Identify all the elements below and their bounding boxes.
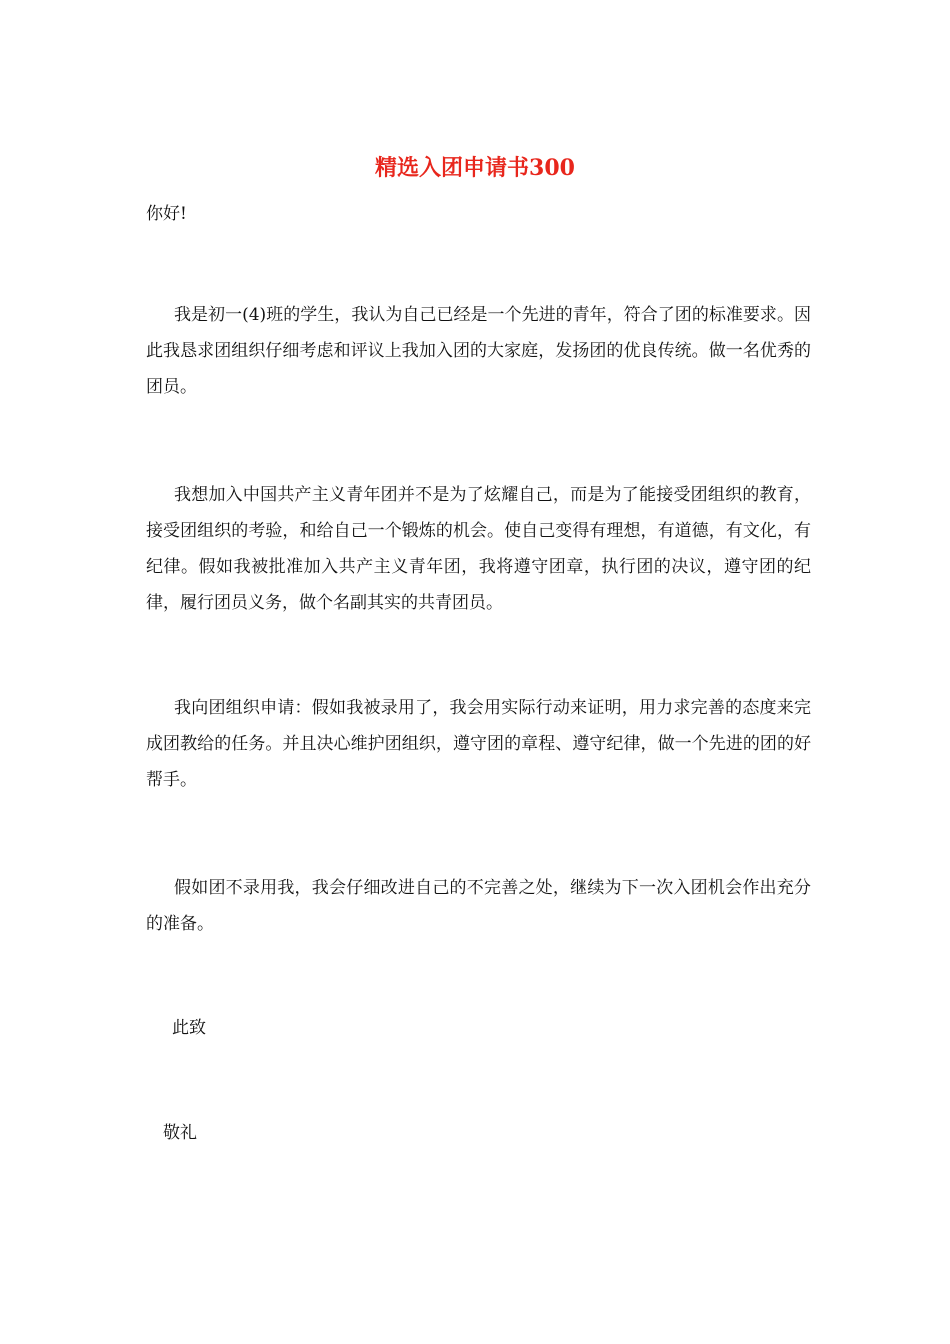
paragraph-3: 我向团组织申请：假如我被录用了，我会用实际行动来证明，用力求完善的态度来完成团教给的任务。并且决心维护团组织，遵守团的章程、遵守纪律，做一个先进的团的好帮手。 — [146, 698, 811, 790]
paragraph-1: 我是初一(4)班的学生，我认为自己已经是一个先进的青年，符合了团的标准要求。因此我恳求团组织仔细考虑和评议上我加入团的大家庭，发扬团的优良传统。做一名优秀的团员。 — [146, 305, 811, 397]
greeting: 你好! — [146, 204, 187, 224]
closing-regards: 敬礼 — [163, 1123, 197, 1143]
paragraph-2: 我想加入中国共产主义青年团并不是为了炫耀自己，而是为了能接受团组织的教育，接受团组织的考验，和给自己一个锻炼的机会。使自己变得有理想，有道德，有文化，有纪律。假如我被批准加入共产主义青年团，我将遵守团章，执行团的决议，遵守团的纪律，履行团员义务，做个名副其实的共青团员。 — [146, 485, 811, 613]
closing-salutation: 此致 — [172, 1018, 206, 1038]
document-title: 精选入团申请书300 — [375, 155, 575, 181]
paragraph-4: 假如团不录用我，我会仔细改进自己的不完善之处，继续为下一次入团机会作出充分的准备。 — [146, 878, 811, 934]
